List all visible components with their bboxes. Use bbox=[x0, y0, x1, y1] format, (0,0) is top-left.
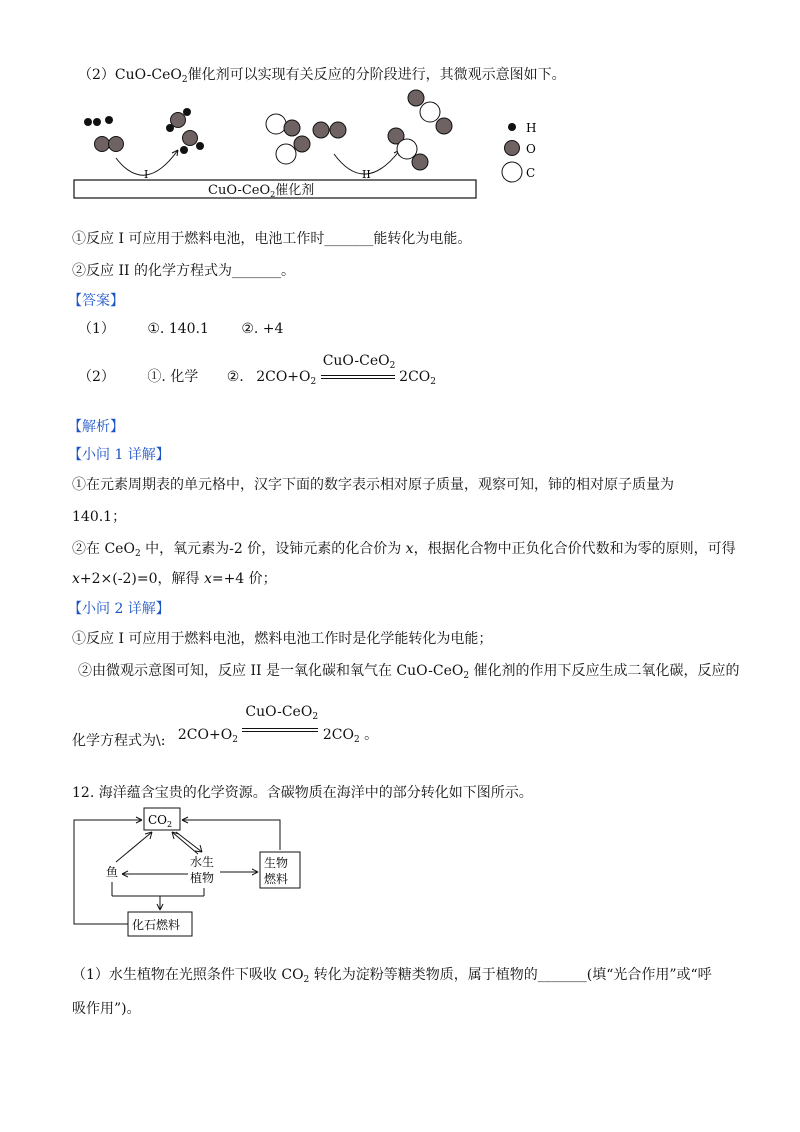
micro-diagram bbox=[60, 88, 580, 208]
o-atom bbox=[412, 154, 428, 170]
fossil-fuel-label: 化石燃料 bbox=[132, 918, 181, 932]
analysis-s1-line3: ②在 CeO$_2$ 中，氧元素为-2 价，设铈元素的化合价为 x，根据化合物中正负化合价代数和为零的原则，可得 bbox=[72, 541, 736, 559]
o-atom bbox=[408, 90, 424, 106]
legend-o-label: O bbox=[526, 142, 536, 156]
carbon-cycle-diagram bbox=[66, 800, 326, 950]
analysis-s1-line4: x+2×(-2)=0，解得 x=+4 价； bbox=[72, 571, 277, 587]
o-atom bbox=[313, 122, 329, 138]
analysis-sub1-title: 【小问 1 详解】 bbox=[68, 447, 170, 463]
h-atom bbox=[93, 118, 101, 126]
legend-h-label: H bbox=[526, 121, 537, 135]
q12-intro: 12. 海洋蕴含宝贵的化学资源。含碳物质在海洋中的部分转化如下图所示。 bbox=[72, 785, 533, 801]
answer-equation: $2CO+O_2$ CuO-CeO$_2$ $2CO_2$ bbox=[256, 353, 436, 387]
q11-line1: ①反应 I 可应用于燃料电池，电池工作时_______能转化为电能。 bbox=[72, 231, 472, 247]
legend-o-icon bbox=[505, 141, 520, 156]
answer-title: 【答案】 bbox=[68, 293, 124, 309]
h-atom bbox=[166, 124, 174, 132]
c-atom bbox=[420, 102, 440, 122]
o-atom bbox=[109, 137, 124, 152]
q11-part2-intro: （2）CuO-CeO$_2$催化剂可以实现有关反应的分阶段进行，其微观示意图如下。 bbox=[78, 67, 566, 85]
o-atom bbox=[294, 136, 310, 152]
o-atom bbox=[284, 120, 300, 136]
fish-label: 鱼 bbox=[106, 865, 119, 879]
analysis-s2-line2: ②由微观示意图可知，反应 II 是一氧化碳和氧气在 CuO-CeO$_2$ 催化剂的作用下反应生成二氧化碳，反应的 bbox=[78, 663, 740, 681]
h-atom bbox=[105, 116, 113, 124]
o-atom bbox=[436, 118, 452, 134]
q12-q1-line2: 吸作用”)。 bbox=[72, 1001, 141, 1017]
answer-row2: （2） ①. 化学 ②. $2CO+O_2$ CuO-CeO$_2$ $2CO_2$ bbox=[78, 353, 436, 387]
analysis-title: 【解析】 bbox=[68, 419, 124, 435]
analysis-sub2-title: 【小问 2 详解】 bbox=[68, 601, 170, 617]
co2-label: $CO_2$ bbox=[148, 813, 173, 829]
bio-fuel-line2: 燃料 bbox=[264, 872, 289, 886]
catalyst-label: CuO-CeO$_2$催化剂 bbox=[208, 183, 315, 199]
step1-label: I bbox=[144, 168, 149, 181]
plant-line1: 水生 bbox=[190, 855, 215, 869]
h-atom bbox=[180, 146, 188, 154]
bio-fuel-line1: 生物 bbox=[264, 856, 289, 870]
h-atom bbox=[84, 118, 92, 126]
q12-q1-line1: （1）水生植物在光照条件下吸收 $CO_2$ 转化为淀粉等糖类物质，属于植物的_______(填“光合作用”或“呼 bbox=[72, 967, 712, 985]
analysis-s1-line2: 140.1； bbox=[72, 509, 127, 525]
h-atom bbox=[196, 142, 204, 150]
analysis-s2-line3: 化学方程式为\: $2CO+O_2$ CuO-CeO$_2$ $2CO_2$ 。 bbox=[72, 704, 379, 749]
legend-c-icon bbox=[502, 162, 522, 182]
o-atom bbox=[95, 137, 110, 152]
step2-label: II bbox=[362, 168, 371, 181]
plant-line2: 植物 bbox=[190, 871, 215, 885]
answer-row1: （1） ①. 140.1 ②. +4 bbox=[78, 321, 284, 337]
analysis-equation: $2CO+O_2$ CuO-CeO$_2$ $2CO_2$ 。 bbox=[177, 704, 379, 745]
c-atom bbox=[266, 114, 286, 134]
analysis-s2-line1: ①反应 I 可应用于燃料电池，燃料电池工作时是化学能转化为电能； bbox=[72, 631, 493, 647]
o-atom bbox=[330, 122, 346, 138]
analysis-s1-line1: ①在元素周期表的单元格中，汉字下面的数字表示相对原子质量，观察可知，铈的相对原子质量为 bbox=[72, 477, 674, 493]
c-atom bbox=[276, 144, 296, 164]
q11-line2: ②反应 II 的化学方程式为_______。 bbox=[72, 263, 295, 279]
h-atom bbox=[183, 108, 191, 116]
o-atom bbox=[183, 131, 198, 146]
legend-h-icon bbox=[508, 123, 516, 131]
legend-c-label: C bbox=[526, 166, 536, 180]
